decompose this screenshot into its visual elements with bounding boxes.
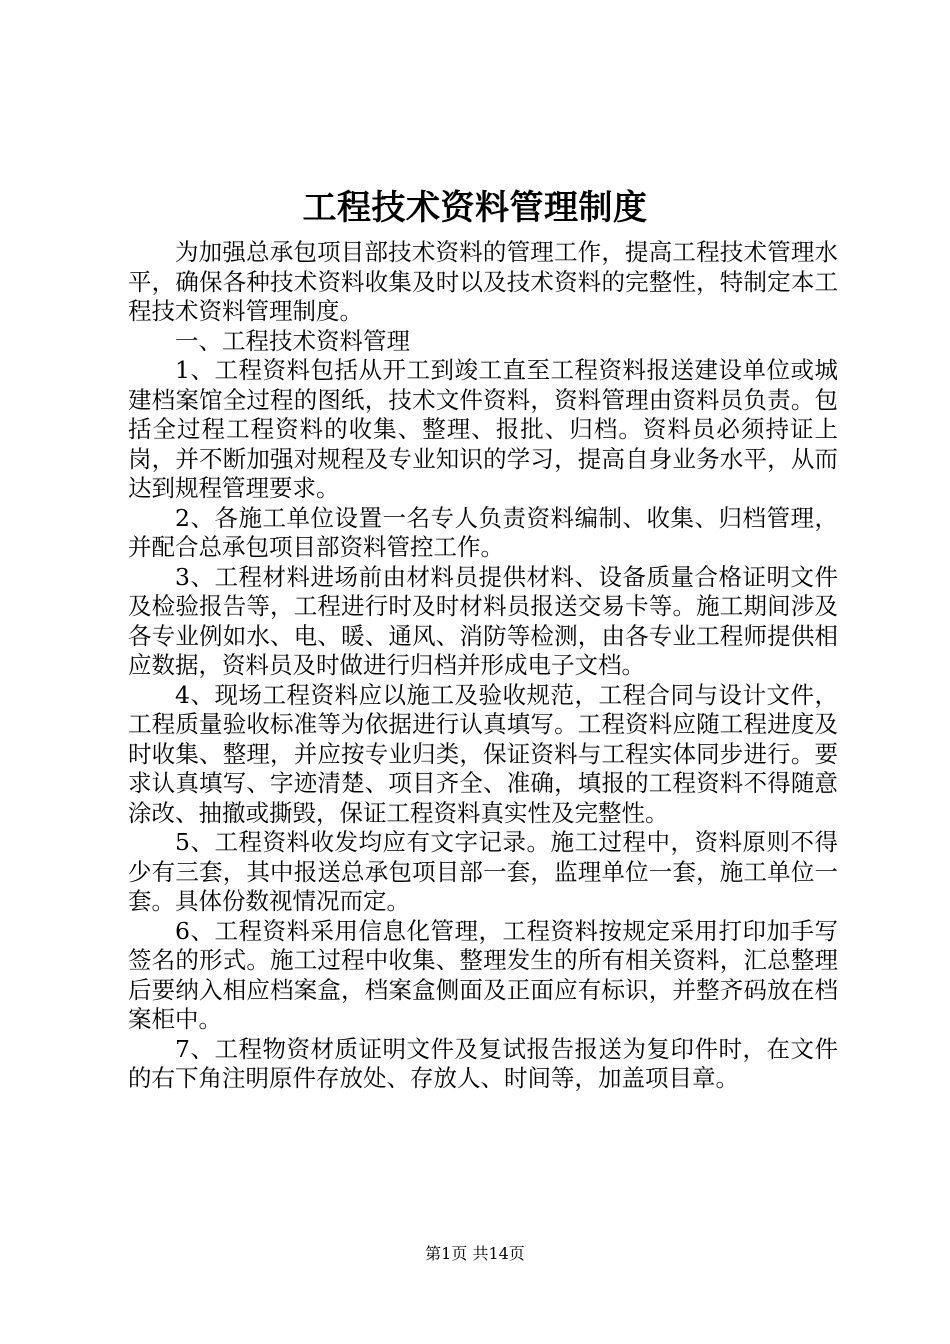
section-heading: 一、工程技术资料管理	[175, 326, 410, 355]
clause-7: 7、工程物资材质证明文件及复试报告报送为复印件时，在文件的右下角注明原件存放处、存放人、时间等，加盖项目章。	[128, 1034, 838, 1092]
clause-4: 4、现场工程资料应以施工及验收规范，工程合同与设计文件，工程质量验收标准等为依据进行认真填写。工程资料应随工程进度及时收集、整理，并应按专业归类，保证资料与工程实体同步进行。要求认真填写、字迹清楚、项目齐全、准确，填报的工程资料不得随意涂改、抽撤或撕毁，保证工程资料真实性及完整性。	[128, 680, 838, 827]
clause-5: 5、工程资料收发均应有文字记录。施工过程中，资料原则不得少有三套，其中报送总承包项目部一套，监理单位一套，施工单位一套。具体份数视情况而定。	[128, 828, 838, 915]
page-number: 第1页 共14页	[425, 1244, 525, 1263]
page-footer	[0, 1243, 950, 1265]
clause-6: 6、工程资料采用信息化管理，工程资料按规定采用打印加手写签名的形式。施工过程中收集、整理发生的所有相关资料，汇总整理后要纳入相应档案盒，档案盒侧面及正面应有标识，并整齐码放在档案柜中。	[128, 916, 838, 1033]
clause-1: 1、工程资料包括从开工到竣工直至工程资料报送建设单位或城建档案馆全过程的图纸，技术文件资料，资料管理由资料员负责。包括全过程工程资料的收集、整理、报批、归档。资料员必须持证上岗，并不断加强对规程及专业知识的学习，提高自身业务水平，从而达到规程管理要求。	[128, 356, 838, 502]
document-body	[128, 238, 838, 1094]
document-title: 工程技术资料管理制度	[302, 188, 648, 228]
clause-2: 2、各施工单位设置一名专人负责资料编制、收集、归档管理，并配合总承包项目部资料管控工作。	[128, 503, 838, 561]
intro-paragraph: 为加强总承包项目部技术资料的管理工作，提高工程技术管理水平，确保各种技术资料收集及时以及技术资料的完整性，特制定本工程技术资料管理制度。	[128, 238, 838, 325]
clause-3: 3、工程材料进场前由材料员提供材料、设备质量合格证明文件及检验报告等，工程进行时及时材料员报送交易卡等。施工期间涉及各专业例如水、电、暖、通风、消防等检测，由各专业工程师提供相应数据，资料员及时做进行归档并形成电子文档。	[128, 562, 838, 679]
